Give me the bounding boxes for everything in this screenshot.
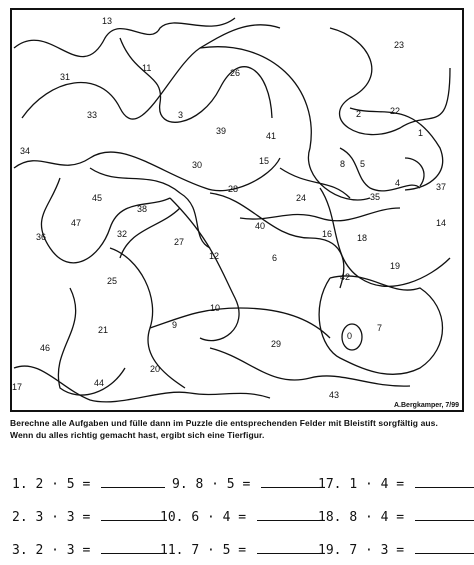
answer-blank[interactable] [101, 509, 165, 521]
region-number: 36 [36, 232, 47, 242]
answer-blank[interactable] [261, 476, 325, 488]
exercise-task: 8 · 5 = [195, 477, 251, 492]
region-number: 33 [87, 110, 98, 120]
exercise-task: 2 · 5 = [35, 477, 91, 492]
region-number: 40 [255, 221, 266, 231]
region-number: 38 [137, 204, 148, 214]
region-number: 45 [92, 193, 103, 203]
region-number: 47 [71, 218, 82, 228]
exercise-label: 11. [160, 543, 184, 558]
puzzle-image [10, 8, 464, 412]
region-number: 22 [390, 106, 401, 116]
region-number: 32 [117, 229, 128, 239]
region-number: 2 [356, 109, 362, 119]
region-number: 21 [98, 325, 109, 335]
region-number: 39 [216, 126, 227, 136]
region-number: 29 [271, 339, 282, 349]
region-number: 30 [192, 160, 203, 170]
exercise-item [318, 509, 474, 525]
region-number: 9 [172, 320, 178, 330]
region-number: 10 [210, 303, 221, 313]
exercise-item [318, 476, 474, 492]
region-number: 34 [20, 146, 31, 156]
region-number: 12 [209, 251, 220, 261]
exercise-task: 2 · 3 = [35, 543, 91, 558]
exercise-item [160, 542, 321, 558]
answer-blank[interactable] [415, 509, 474, 521]
exercise-label: 10. [160, 510, 184, 525]
region-number: 23 [394, 40, 405, 50]
exercise-label: 3. [12, 543, 28, 558]
region-number: 16 [322, 229, 333, 239]
region-number: 14 [436, 218, 447, 228]
region-number: 37 [436, 182, 447, 192]
region-number: 41 [266, 131, 277, 141]
exercise-item [172, 476, 325, 492]
exercise-label: 17. [318, 477, 342, 492]
region-number: 5 [360, 159, 366, 169]
exercise-item [12, 476, 165, 492]
instructions [10, 417, 466, 441]
puzzle-drawing [10, 8, 464, 412]
region-number: 26 [230, 68, 241, 78]
region-number: 19 [390, 261, 401, 271]
region-number: 35 [370, 192, 381, 202]
answer-blank[interactable] [101, 542, 165, 554]
answer-blank[interactable] [101, 476, 165, 488]
exercise-item [318, 542, 474, 558]
region-number: 0 [347, 331, 353, 341]
region-number: 4 [395, 178, 401, 188]
exercise-task: 8 · 4 = [349, 510, 405, 525]
region-number: 7 [377, 323, 383, 333]
instruction-line: Berechne alle Aufgaben und fülle dann im Puzzle die entsprechenden Felder mit Bleistift sorgfältig aus. [10, 418, 438, 428]
region-number: 46 [40, 343, 51, 353]
exercise-item [12, 542, 165, 558]
answer-blank[interactable] [257, 509, 321, 521]
exercise-task: 7 · 3 = [349, 543, 405, 558]
answer-blank[interactable] [415, 542, 474, 554]
region-number: 25 [107, 276, 118, 286]
exercise-task: 1 · 4 = [349, 477, 405, 492]
exercise-task: 6 · 4 = [191, 510, 247, 525]
exercise-label: 9. [172, 477, 188, 492]
answer-blank[interactable] [415, 476, 474, 488]
exercise-item [160, 509, 321, 525]
region-number: 42 [340, 272, 351, 282]
region-number: 3 [178, 110, 184, 120]
region-number: 17 [12, 382, 23, 392]
region-number: 44 [94, 378, 105, 388]
region-number: 20 [150, 364, 161, 374]
region-number: 13 [102, 16, 113, 26]
region-number: 43 [329, 390, 340, 400]
region-number: 28 [228, 184, 239, 194]
region-number: 31 [60, 72, 71, 82]
exercise-label: 1. [12, 477, 28, 492]
exercise-task: 3 · 3 = [35, 510, 91, 525]
exercise-label: 18. [318, 510, 342, 525]
region-number: 27 [174, 237, 185, 247]
exercise-item [12, 509, 165, 525]
exercise-list [12, 476, 464, 560]
credit-text: A.Bergkamper, 7/99 [394, 402, 459, 409]
region-number: 24 [296, 193, 307, 203]
instruction-line: Wenn du alles richtig gemacht hast, ergibt sich eine Tierfigur. [10, 430, 265, 440]
region-number: 1 [418, 128, 424, 138]
answer-blank[interactable] [257, 542, 321, 554]
region-number: 11 [142, 63, 152, 73]
region-number: 18 [357, 233, 368, 243]
exercise-label: 19. [318, 543, 342, 558]
region-number: 8 [340, 159, 346, 169]
region-number: 6 [272, 253, 278, 263]
region-number: 15 [259, 156, 270, 166]
exercise-label: 2. [12, 510, 28, 525]
exercise-task: 7 · 5 = [191, 543, 247, 558]
